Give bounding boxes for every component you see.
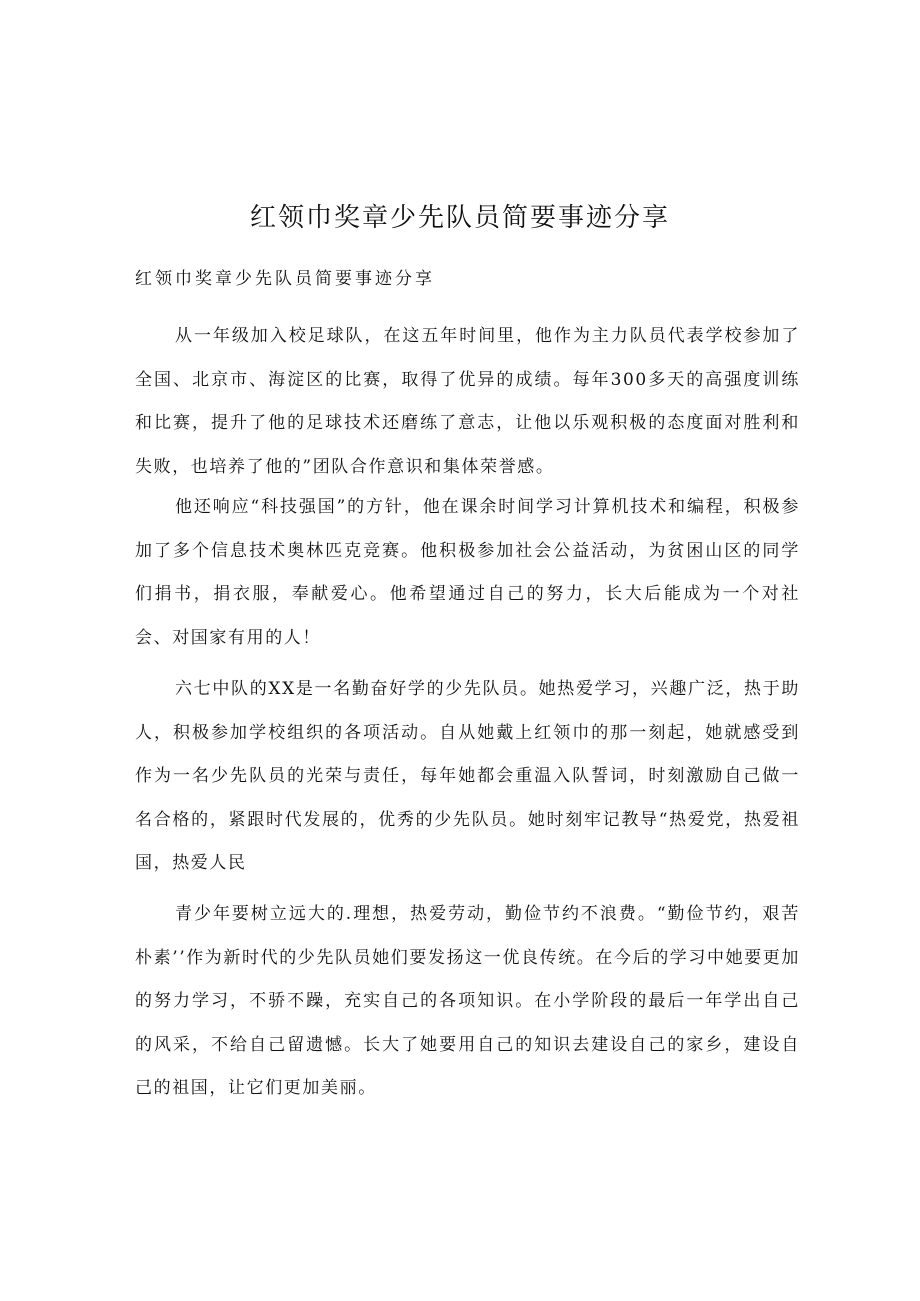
paragraph-1: 从一年级加入校足球队，在这五年时间里，他作为主力队员代表学校参加了全国、北京市、海淀区的比赛，取得了优异的成绩。每年300多天的高强度训练和比赛，提升了他的足球技术还磨练了意志，让他以乐观积极的态度面对胜利和失败，也培养了他的”团队合作意识和集体荣誉感。 [135, 326, 800, 477]
document-subtitle: 红领巾奖章少先队员简要事迹分享 [135, 269, 435, 289]
document-title: 红领巾奖章少先队员简要事迹分享 [249, 203, 670, 233]
paragraph-2: 他还响应“科技强国”的方针，他在课余时间学习计算机技术和编程，积极参加了多个信息技术奥林匹克竞赛。他积极参加社会公益活动，为贫困山区的同学们捐书，捐衣服，奉献爱心。他希望通过自己的努力，长大后能成为一个对社会、对国家有用的人！ [135, 497, 800, 648]
paragraph-3: 六七中队的XX是一名勤奋好学的少先队员。她热爱学习，兴趣广泛，热于助人，积极参加学校组织的各项活动。自从她戴上红领巾的那一刻起，她就感受到作为一名少先队员的光荣与责任，每年她都会重温入队誓词，时刻激励自己做一名合格的，紧跟时代发展的，优秀的少先队员。她时刻牢记教导“热爱党，热爱祖国，热爱人民 [135, 679, 800, 873]
paragraph-4: 青少年要树立远大的.理想，热爱劳动，勤俭节约不浪费。“勤俭节约，艰苦朴素’’作为新时代的少先队员她们要发扬这一优良传统。在今后的学习中她要更加的努力学习，不骄不躁，充实自己的各项知识。在小学阶段的最后一年学出自己的风采，不给自己留遗憾。长大了她要用自己的知识去建设自己的家乡，建设自己的祖国，让它们更加美丽。 [135, 904, 801, 1098]
